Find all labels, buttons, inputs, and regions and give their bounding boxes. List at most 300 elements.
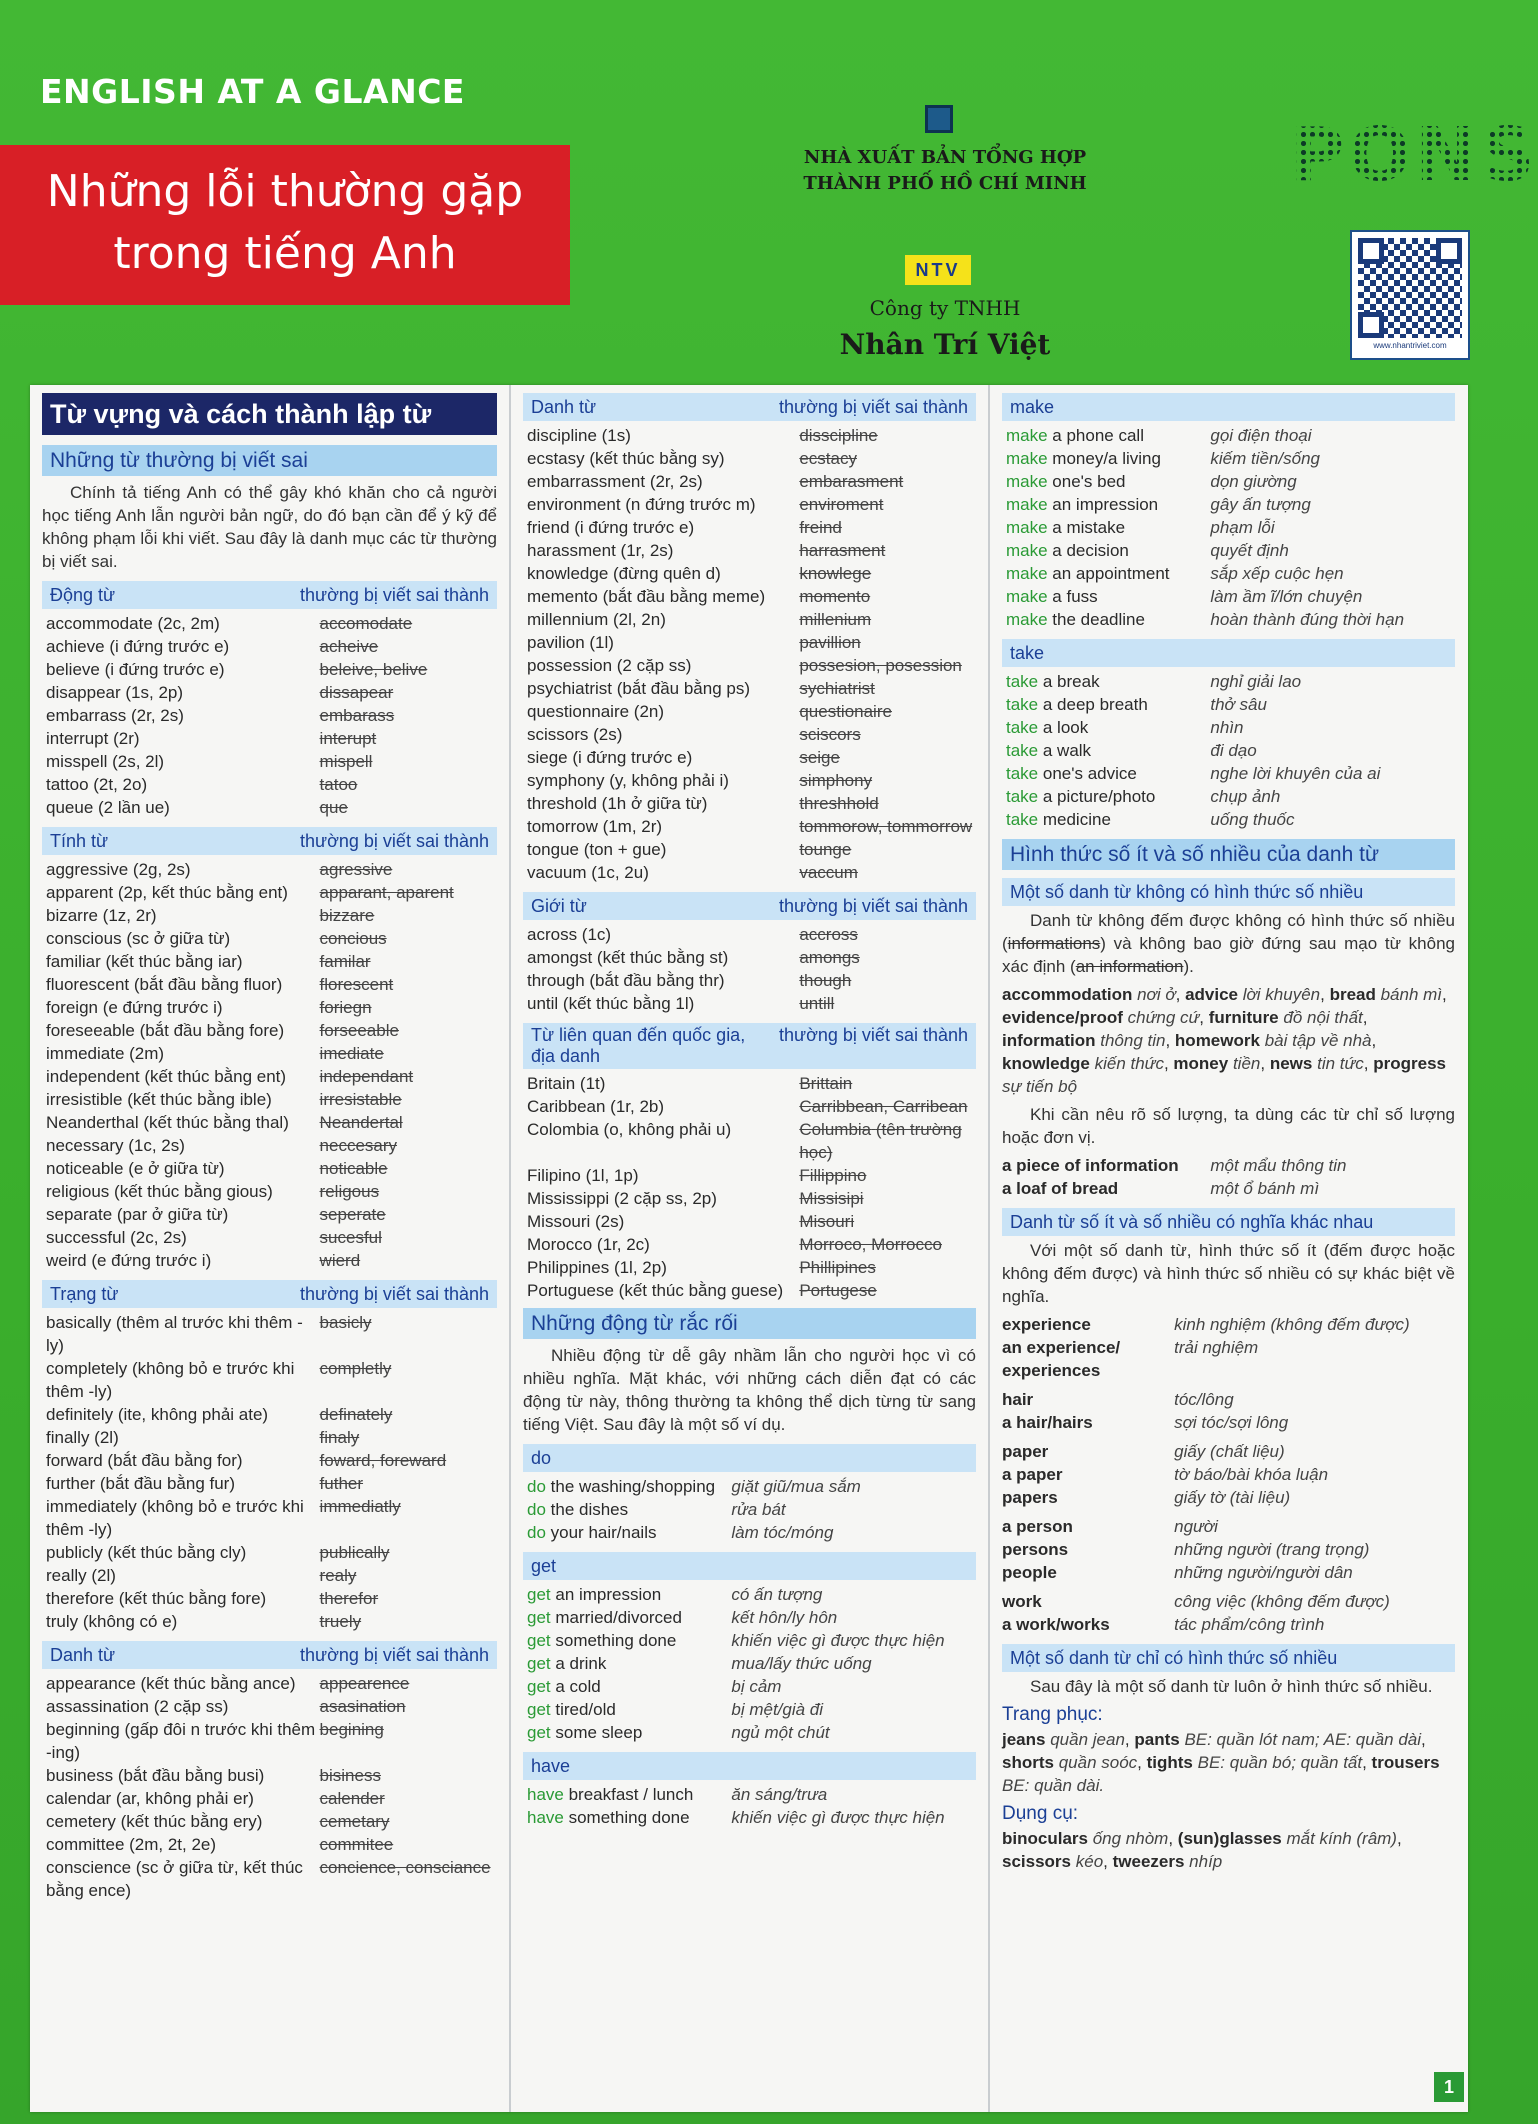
term-row (1002, 1486, 1455, 1509)
column-2 (509, 385, 988, 2112)
table-row (42, 1157, 497, 1180)
phrase (523, 1783, 731, 1806)
term-row (1002, 1313, 1455, 1336)
translation: tin tức (1317, 1054, 1364, 1073)
table-heading (42, 827, 497, 855)
wrong-spelling-text: threshhold (799, 794, 879, 813)
table-row (523, 562, 976, 585)
verb-row (523, 1583, 976, 1606)
term: accommodation (1002, 985, 1133, 1004)
table-heading (42, 1641, 497, 1669)
wrong-spelling (320, 1065, 497, 1088)
translation: mắt kính (râm) (1286, 1829, 1397, 1848)
wrong-spelling (799, 1256, 976, 1279)
term: information (1002, 1031, 1096, 1050)
term: pants (1134, 1730, 1180, 1749)
wrong-spelling-text: sucesful (319, 1228, 382, 1247)
wrong-spelling (799, 769, 976, 792)
translation: kiếm tiền/sống (1210, 449, 1320, 468)
translation: BE: quần dài. (1002, 1776, 1105, 1795)
term: tights (1146, 1753, 1193, 1772)
verb-keyword: take (1006, 764, 1039, 783)
table-row (42, 1787, 497, 1810)
table-row (42, 1449, 497, 1472)
meaning-intro: Với một số danh từ, hình thức số ít (đếm được hoặc không đếm được) và hình thức số nhiều có sự khác biệt về nghĩa. (1002, 1241, 1455, 1306)
translation: trải nghiệm (1174, 1338, 1259, 1357)
verb-row (1002, 562, 1455, 585)
wrong-spelling-text: Misouri (799, 1212, 855, 1231)
wrong-spelling (799, 792, 976, 815)
table-row (523, 608, 976, 631)
verb-list (1002, 670, 1455, 831)
translation: quyết định (1210, 541, 1289, 560)
subsection-heading: Những từ thường bị viết sai (42, 445, 497, 476)
verb-keyword: make (1006, 610, 1048, 629)
wrong-spelling (799, 1210, 976, 1233)
phrase-rest: a phone call (1047, 426, 1144, 445)
title-line-1: Những lỗi thường gặp (46, 166, 524, 217)
wrong-spelling (799, 1187, 976, 1210)
correct-spelling: embarrassment (2r, 2s) (527, 472, 703, 491)
translation: kiến thức (1094, 1054, 1164, 1073)
phrase (1002, 539, 1210, 562)
verb-list (1002, 424, 1455, 631)
term: a paper (1002, 1465, 1063, 1484)
table-row (523, 1164, 976, 1187)
translation: có ấn tượng (731, 1585, 823, 1604)
correct-spelling: completely (không bỏ e trước khi thêm -ly) (46, 1359, 295, 1401)
wrong-form: an information (1075, 957, 1184, 976)
phrase (523, 1629, 731, 1652)
wrong-spelling-text: realy (319, 1566, 357, 1585)
verb-keyword: take (1006, 672, 1039, 691)
subsection-heading: Những động từ rắc rối (523, 1308, 976, 1339)
pons-logo: PONS (1290, 112, 1538, 198)
translation: quần jean (1050, 1730, 1125, 1749)
table-row (42, 773, 497, 796)
translation: tóc/lông (1174, 1390, 1234, 1409)
phrase (523, 1721, 731, 1744)
phrase (1002, 493, 1210, 516)
phrase (523, 1475, 731, 1498)
verb-keyword: make (1006, 587, 1048, 606)
translation: sắp xếp cuộc hẹn (1210, 564, 1344, 583)
verb-keyword: take (1006, 718, 1039, 737)
correct-spelling: embarrass (2r, 2s) (46, 706, 184, 725)
wrong-spelling (320, 1311, 497, 1357)
wrong-spelling-text: knowlege (799, 564, 872, 583)
wrong-spelling-text: Neandertal (319, 1113, 403, 1132)
correct-spelling: amongst (kết thúc bằng st) (527, 948, 729, 967)
wrong-spelling-text: ecstacy (799, 449, 857, 468)
translation: khiến việc gì được thực hiện (731, 1808, 945, 1827)
correct-spelling: noticeable (e ở giữa từ) (46, 1159, 225, 1178)
translation: giấy tờ (tài liệu) (1174, 1488, 1291, 1507)
table-row (523, 1072, 976, 1095)
term: a piece of information (1002, 1156, 1179, 1175)
phrase-rest: a walk (1038, 741, 1092, 760)
phrase-rest: money/a living (1047, 449, 1161, 468)
wrong-spelling-text: tounge (799, 840, 852, 859)
table-row (523, 923, 976, 946)
correct-spelling: accommodate (2c, 2m) (46, 614, 220, 633)
quantity-intro: Khi cần nêu rõ số lượng, ta dùng các từ chỉ số lượng hoặc đơn vị. (1002, 1105, 1455, 1147)
correct-spelling: questionnaire (2n) (527, 702, 665, 721)
table-row (42, 1764, 497, 1787)
verb-keyword: get (527, 1700, 551, 1719)
wrong-spelling-text: religous (319, 1182, 380, 1201)
table-title: Trạng từ (50, 1284, 119, 1304)
correct-spelling: tattoo (2t, 2o) (46, 775, 148, 794)
table-row (42, 658, 497, 681)
wrong-spelling (320, 1088, 497, 1111)
wrong-spelling-text: publically (319, 1543, 390, 1562)
phrase (1002, 562, 1210, 585)
term: a work/works (1002, 1615, 1110, 1634)
phrase-rest: something done (563, 1808, 690, 1827)
verb-keyword: make (1006, 541, 1048, 560)
verb-row (523, 1652, 976, 1675)
wrong-spelling (320, 1718, 497, 1764)
wrong-spelling (799, 654, 976, 677)
table-row (42, 1541, 497, 1564)
table-heading (523, 393, 976, 421)
wrong-spelling-text: therefor (319, 1589, 379, 1608)
verb-row (523, 1806, 976, 1829)
translation: những người/người dân (1174, 1563, 1353, 1582)
wrong-spelling-text: bizzare (319, 906, 375, 925)
phrase (523, 1698, 731, 1721)
correct-spelling: truly (không có e) (46, 1612, 178, 1631)
column-3 (988, 385, 1467, 2112)
wrong-spelling-label: thường bị viết sai thành (779, 1025, 968, 1045)
table-title: Từ liên quan đến quốc gia, địa danh (531, 1025, 746, 1066)
correct-spelling: forward (bắt đầu bằng for) (46, 1451, 243, 1470)
correct-spelling: pavilion (1l) (527, 633, 614, 652)
verb-keyword: do (527, 1500, 546, 1519)
table-title: Danh từ (50, 1645, 116, 1665)
wrong-spelling (320, 1111, 497, 1134)
intro-paragraph: Chính tả tiếng Anh có thể gây khó khăn cho cả người học tiếng Anh lẫn người bản ngữ, do đó bạn cần để ý kỹ để không phạm lỗi khi viết. Sau đây là danh mục các từ thường bị viết sai. (42, 483, 497, 571)
translation: làm tóc/móng (731, 1523, 834, 1542)
verb-row (1002, 808, 1455, 831)
correct-spelling: basically (thêm al trước khi thêm -ly) (46, 1313, 303, 1355)
wrong-spelling (799, 677, 976, 700)
wrong-spelling-text: seige (799, 748, 840, 767)
wrong-spelling-text: truely (319, 1612, 362, 1631)
page-title (0, 145, 570, 305)
wrong-spelling-text: neccesary (319, 1136, 398, 1155)
wrong-spelling-text: appearence (319, 1674, 410, 1693)
clothing-list: jeans quần jean, pants BE: quần lót nam; AE: quần dài, shorts quần soóc, tights BE: quần bó; quần tất, trousers BE: quần dài. (1002, 1730, 1440, 1795)
verb-keyword: take (1006, 741, 1039, 760)
wrong-spelling-text: begining (319, 1720, 384, 1739)
phrase-rest: a mistake (1047, 518, 1126, 537)
wrong-spelling (320, 1587, 497, 1610)
wrong-spelling-text: forseeable (319, 1021, 399, 1040)
table-row (523, 1233, 976, 1256)
wrong-spelling (320, 1787, 497, 1810)
wrong-spelling-text: futher (319, 1474, 364, 1493)
correct-spelling: Missouri (2s) (527, 1212, 625, 1231)
term: a hair/hairs (1002, 1413, 1093, 1432)
table-row (42, 1695, 497, 1718)
correct-spelling: publicly (kết thúc bằng cly) (46, 1543, 247, 1562)
verb-heading (523, 1552, 976, 1580)
wrong-spelling (320, 773, 497, 796)
term: a person (1002, 1517, 1073, 1536)
wrong-spelling (799, 631, 976, 654)
table-row (42, 681, 497, 704)
correct-spelling: tongue (ton + gue) (527, 840, 667, 859)
verb-keyword: get (527, 1677, 551, 1696)
verb-row (1002, 739, 1455, 762)
phrase-rest: the deadline (1047, 610, 1145, 629)
table-row (42, 1180, 497, 1203)
wrong-spelling-text: acheive (319, 637, 379, 656)
correct-spelling: familiar (kết thúc bằng iar) (46, 952, 243, 971)
wrong-spelling (320, 950, 497, 973)
verbs-intro: Nhiều động từ dễ gây nhầm lẫn cho người học vì có nhiều nghĩa. Mặt khác, với những cách diễn đạt có các động từ này, thông thường ta không thể dịch từng từ sang tiếng Việt. Sau đây là một số ví dụ. (523, 1346, 976, 1434)
table-row (523, 677, 976, 700)
wrong-spelling (320, 681, 497, 704)
wrong-spelling (799, 1233, 976, 1256)
verb-row (1002, 447, 1455, 470)
translation: bị cảm (731, 1677, 782, 1696)
table-row (42, 1134, 497, 1157)
table-row (42, 950, 497, 973)
table-row (523, 946, 976, 969)
wrong-spelling (320, 858, 497, 881)
wrong-spelling-text: Portugese (799, 1281, 877, 1300)
table-row (42, 927, 497, 950)
publisher-line-1: NHÀ XUẤT BẢN TỔNG HỢP (803, 147, 1087, 168)
phrase-rest: the dishes (545, 1500, 629, 1519)
correct-spelling: irresistible (kết thúc bằng ible) (46, 1090, 272, 1109)
table-row (42, 996, 497, 1019)
translation: khiến việc gì được thực hiện (731, 1631, 945, 1650)
phrase (1002, 785, 1210, 808)
correct-spelling: finally (2l) (46, 1428, 119, 1447)
correct-spelling: environment (n đứng trước m) (527, 495, 756, 514)
wrong-spelling-text: commitee (319, 1835, 394, 1854)
correct-spelling: tomorrow (1m, 2r) (527, 817, 663, 836)
translation: sự tiến bộ (1002, 1077, 1078, 1096)
publisher-logo-icon (925, 105, 953, 133)
phrase-rest: some sleep (550, 1723, 643, 1742)
term: evidence/proof (1002, 1008, 1123, 1027)
correct-spelling: bizarre (1z, 2r) (46, 906, 157, 925)
translation: đi dạo (1210, 741, 1257, 760)
wrong-spelling (320, 658, 497, 681)
correct-spelling: through (bắt đầu bằng thr) (527, 971, 725, 990)
wrong-form: informations (1007, 934, 1101, 953)
translation: BE: quần lót nam; AE: quần dài (1184, 1730, 1422, 1749)
correct-spelling: apparent (2p, kết thúc bằng ent) (46, 883, 288, 902)
translation: làm ầm ĩ/lớn chuyện (1210, 587, 1363, 606)
correct-spelling: religious (kết thúc bằng gious) (46, 1182, 273, 1201)
wrong-spelling (320, 704, 497, 727)
table-row (42, 1065, 497, 1088)
translation: người (1174, 1517, 1218, 1536)
wrong-spelling-text: Fillippino (799, 1166, 867, 1185)
table-heading (42, 581, 497, 609)
table-row (42, 727, 497, 750)
wrong-spelling-label: thường bị viết sai thành (300, 585, 489, 605)
verb-heading (523, 1444, 976, 1472)
translation: thông tin (1100, 1031, 1166, 1050)
wrong-spelling-text: immediatly (319, 1497, 401, 1516)
phrase (523, 1652, 731, 1675)
uncount-intro (1002, 909, 1455, 978)
translation: mua/lấy thức uống (731, 1654, 872, 1673)
table-row (523, 631, 976, 654)
wrong-spelling-text: definately (319, 1405, 393, 1424)
uncountable-list: accommodation nơi ở, advice lời khuyên, bread bánh mì, evidence/proof chứng cứ, furniture đồ nội thất, information thông tin, homework bài tập về nhà, knowledge kiến thức, money tiền, news tin tức, progress sự tiến bộ (1002, 985, 1447, 1096)
table-row (523, 815, 976, 838)
translation: những người (trang trọng) (1174, 1540, 1370, 1559)
wrong-spelling (799, 447, 976, 470)
translation: ăn sáng/trưa (731, 1785, 828, 1804)
wrong-spelling-text: freind (799, 518, 842, 537)
correct-spelling: friend (i đứng trước e) (527, 518, 695, 537)
phrase (1002, 516, 1210, 539)
correct-spelling: business (bắt đầu bằng busi) (46, 1766, 265, 1785)
verb-row (1002, 670, 1455, 693)
table-row (42, 704, 497, 727)
verb-row (1002, 716, 1455, 739)
table-row (42, 796, 497, 819)
table-row (523, 700, 976, 723)
table-row (523, 838, 976, 861)
verb-keyword: do (527, 1523, 546, 1542)
table-row (42, 1833, 497, 1856)
verb-row (523, 1783, 976, 1806)
verb-keyword: take (1006, 787, 1039, 806)
wrong-spelling-text: amongs (799, 948, 860, 967)
wrong-spelling (320, 1180, 497, 1203)
wrong-spelling (320, 996, 497, 1019)
verb-keyword: have (527, 1808, 564, 1827)
term-row (1002, 1515, 1455, 1538)
table-row (42, 1042, 497, 1065)
phrase-rest: a picture/photo (1038, 787, 1156, 806)
verb-keyword: make (1006, 564, 1048, 583)
correct-spelling: across (1c) (527, 925, 612, 944)
phrase (1002, 716, 1210, 739)
wrong-spelling-text: Missisipi (799, 1189, 864, 1208)
subsection-heading: Hình thức số ít và số nhiều của danh từ (1002, 839, 1455, 870)
term-row (1002, 1411, 1455, 1434)
term: money (1173, 1054, 1229, 1073)
table-title: Tính từ (50, 831, 109, 851)
phrase-rest: an appointment (1047, 564, 1170, 583)
content-panel (30, 385, 1468, 2112)
correct-spelling: conscience (sc ở giữa từ, kết thúc bằng ence) (46, 1858, 303, 1900)
wrong-spelling (320, 973, 497, 996)
correct-spelling: Mississippi (2 cặp ss, 2p) (527, 1189, 717, 1208)
phrase (1002, 608, 1210, 631)
title-line-2: trong tiếng Anh (113, 228, 457, 279)
term: scissors (1002, 1852, 1071, 1871)
verb-row (523, 1698, 976, 1721)
phrase-rest: your hair/nails (545, 1523, 657, 1542)
wrong-spelling-label: thường bị viết sai thành (300, 831, 489, 851)
tools-list: binoculars ống nhòm, (sun)glasses mắt kính (râm), scissors kéo, tweezers nhíp (1002, 1829, 1402, 1871)
wrong-spelling-text: accross (799, 925, 858, 944)
translation: nghe lời khuyên của ai (1210, 764, 1381, 783)
wrong-spelling (320, 727, 497, 750)
wrong-spelling-text: asasination (319, 1697, 406, 1716)
correct-spelling: Colombia (o, không phải u) (527, 1120, 732, 1139)
wrong-spelling (799, 539, 976, 562)
wrong-spelling (320, 1134, 497, 1157)
verb-title: get (531, 1556, 557, 1576)
term-row (1002, 1154, 1455, 1177)
wrong-spelling-text: Phillipines (799, 1258, 876, 1277)
wrong-spelling (320, 1695, 497, 1718)
term-row (1002, 1388, 1455, 1411)
verb-keyword: get (527, 1654, 551, 1673)
correct-spelling: vacuum (1c, 2u) (527, 863, 649, 882)
table-row (523, 723, 976, 746)
term: news (1269, 1054, 1313, 1073)
wrong-spelling (320, 612, 497, 635)
wrong-spelling-text: embarass (319, 706, 395, 725)
correct-spelling: siege (i đứng trước e) (527, 748, 693, 767)
wrong-spelling-text: cemetary (319, 1812, 390, 1831)
correct-spelling: Britain (1t) (527, 1074, 606, 1093)
wrong-spelling (799, 923, 976, 946)
phrase-rest: one's advice (1038, 764, 1137, 783)
wrong-spelling (320, 1610, 497, 1633)
phrase (1002, 470, 1210, 493)
table-row (42, 612, 497, 635)
wrong-spelling (320, 1564, 497, 1587)
translation: sợi tóc/sợi lông (1174, 1413, 1289, 1432)
verb-row (1002, 470, 1455, 493)
verb-row (523, 1721, 976, 1744)
table-row (523, 746, 976, 769)
wrong-spelling-text: Morroco, Morrocco (799, 1235, 942, 1254)
verb-row (523, 1498, 976, 1521)
phrase (1002, 808, 1210, 831)
table-row (523, 1187, 976, 1210)
table-row (42, 973, 497, 996)
correct-spelling: Caribbean (1r, 2b) (527, 1097, 665, 1116)
translation: nhíp (1189, 1852, 1223, 1871)
wrong-spelling (320, 1403, 497, 1426)
phrase-rest: breakfast / lunch (563, 1785, 694, 1804)
table-row (523, 447, 976, 470)
wrong-spelling (799, 1118, 976, 1164)
correct-spelling: Neanderthal (kết thúc bằng thal) (46, 1113, 289, 1132)
phrase-rest: medicine (1038, 810, 1111, 829)
wrong-spelling (320, 904, 497, 927)
table-row (42, 1495, 497, 1541)
term: tweezers (1112, 1852, 1185, 1871)
table-row (42, 1672, 497, 1695)
text: ). (1183, 957, 1194, 976)
verb-title: take (1010, 643, 1045, 663)
verb-keyword: get (527, 1585, 551, 1604)
correct-spelling: possession (2 cặp ss) (527, 656, 692, 675)
table-row (523, 1118, 976, 1164)
phrase (523, 1606, 731, 1629)
qr-code (1350, 230, 1470, 360)
table-row (523, 969, 976, 992)
publisher-line-2: THÀNH PHỐ HỒ CHÍ MINH (803, 173, 1087, 194)
